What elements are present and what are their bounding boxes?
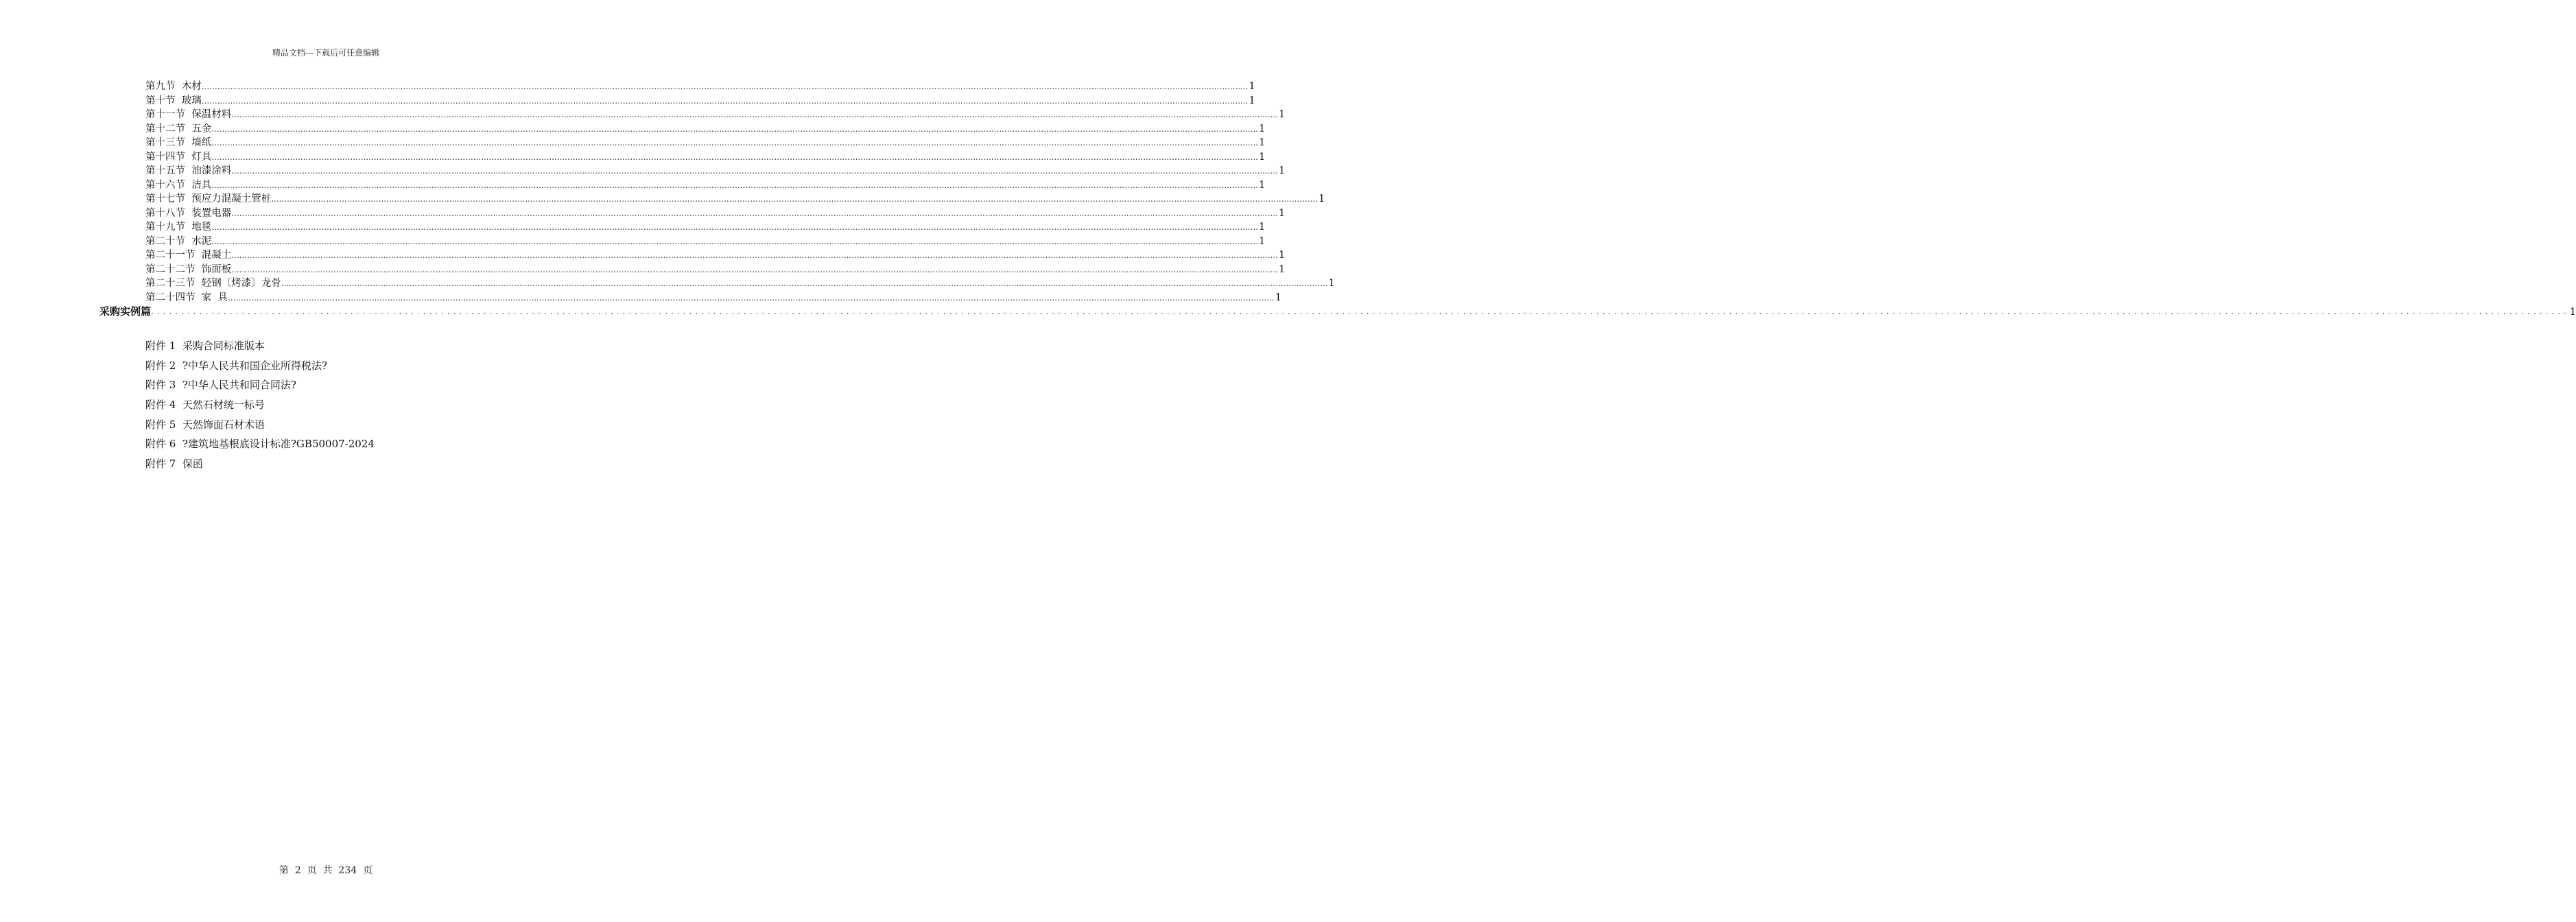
toc-entry[interactable] bbox=[145, 220, 1266, 235]
toc-entry[interactable] bbox=[145, 80, 1255, 94]
toc-entry-title: 第十六节 洁具 bbox=[145, 179, 212, 191]
toc-entry-page: 1 bbox=[1279, 109, 1286, 120]
toc-entry[interactable] bbox=[145, 192, 1325, 206]
toc-entry[interactable] bbox=[145, 136, 1266, 150]
toc-entry[interactable] bbox=[145, 206, 1286, 221]
page-header: 精品文档---下载后可任意编辑 bbox=[272, 48, 380, 58]
annex-item[interactable]: 附件 5 天然饰面石材术语 bbox=[145, 418, 265, 431]
toc-entry-page: 1 bbox=[1249, 81, 1255, 92]
toc-leader-dots: ................................................................................................................................................................................................................................................................................................................................................................................................................ bbox=[201, 82, 1249, 91]
toc-entry-page: 1 bbox=[1259, 123, 1266, 134]
page-footer: 第 2 页 共 234 页 bbox=[279, 865, 373, 876]
toc-entry-page: 1 bbox=[1319, 193, 1325, 204]
toc-entry-title: 第二十四节 家 具 bbox=[145, 292, 228, 303]
toc-leader-dots: ................................................................................................................................................................................................................................................................................................................................................................................................................ bbox=[201, 95, 1249, 106]
toc-entry[interactable] bbox=[145, 150, 1266, 165]
toc-entry-page: 1 bbox=[1279, 207, 1286, 219]
toc-leader-dots: ................................................................................................................................................................................................................................................................................................................................................................................................................ bbox=[281, 279, 1328, 288]
toc-leader-dots: ................................................................................................................................................................................................................................................................................................................................................................................................................ bbox=[211, 236, 1258, 246]
toc-entry-page: 1 bbox=[1275, 292, 1281, 303]
toc-entry-title: 第十五节 油漆涂料 bbox=[145, 165, 232, 176]
toc-part-title: 采购实例篇 bbox=[99, 305, 152, 318]
toc-entry[interactable] bbox=[145, 235, 1266, 249]
toc-entry-title: 第十二节 五金 bbox=[145, 123, 212, 134]
toc-leader-dots: ................................................................................................................................................................................................................................................................................................................................................................................................................ bbox=[211, 152, 1258, 162]
toc-entry[interactable] bbox=[145, 178, 1266, 193]
toc-leader-dots: ................................................................................................................................................................................................................................................................................................................................................................................................................ bbox=[227, 292, 1275, 303]
toc-entry-title: 第十四节 灯具 bbox=[145, 151, 212, 163]
toc-entry-page: 1 bbox=[1259, 179, 1266, 191]
toc-entry-title: 第二十二节 饰面板 bbox=[145, 263, 232, 275]
toc-entry[interactable] bbox=[145, 122, 1266, 137]
toc-leader-dots: ................................................................................................................................................................................................................................................................................................................................................................................................................ bbox=[271, 194, 1318, 204]
toc-entry-page: 1 bbox=[1259, 235, 1266, 247]
toc-entry-title: 第二十三节 轻钢〔烤漆〕龙骨 bbox=[145, 278, 281, 289]
toc-part-page: 1 bbox=[2569, 305, 2576, 318]
annex-item[interactable]: 附件 2 ?中华人民共和国企业所得税法? bbox=[145, 359, 327, 372]
annex-item[interactable]: 附件 6 ?建筑地基根底设计标准?GB50007-2024 bbox=[145, 438, 375, 451]
toc-leader-dots: ................................................................................................................................................................................................................................................................................................................................................................................................................ bbox=[231, 250, 1278, 260]
toc-entry-title: 第二十一节 混凝土 bbox=[145, 250, 232, 261]
toc-entry[interactable] bbox=[145, 108, 1286, 122]
table-of-contents bbox=[145, 80, 1335, 305]
annex-list bbox=[145, 336, 557, 474]
toc-entry[interactable] bbox=[145, 291, 1281, 305]
toc-entry[interactable] bbox=[145, 263, 1286, 277]
toc-leader-dots: ................................................................................................................................................................................................................................................................................................................................................................................................................ bbox=[211, 123, 1258, 134]
toc-entry[interactable] bbox=[145, 248, 1286, 263]
toc-entry-title: 第九节 木材 bbox=[145, 81, 202, 92]
toc-entry[interactable] bbox=[145, 276, 1335, 291]
toc-entry[interactable] bbox=[145, 94, 1255, 108]
toc-entry-title: 第十八节 装置电器 bbox=[145, 207, 232, 219]
toc-entry-title: 第十节 玻璃 bbox=[145, 95, 202, 106]
toc-entry-title: 第十九节 地毯 bbox=[145, 222, 212, 233]
toc-leader-dots: ................................................................................................................................................................................................................................................................................................................................................................................................................ bbox=[211, 138, 1258, 147]
toc-leader-dots: ................................................................................................................................................................................................................................................................................................................................................................................................................ bbox=[231, 264, 1278, 274]
toc-entry[interactable] bbox=[145, 164, 1286, 178]
toc-entry-title: 第十三节 墙纸 bbox=[145, 137, 212, 148]
toc-entry-title: 第二十节 水泥 bbox=[145, 235, 212, 247]
toc-leader-dots: ................................................................................................................................................................................................................................................................................................................................................................................................................ bbox=[211, 222, 1258, 232]
toc-leader-dots: ................................................................................................................................................................................................................................................................................................................................................................................................................ bbox=[211, 180, 1258, 190]
toc-entry-page: 1 bbox=[1279, 165, 1286, 176]
toc-leader-dots: ................................................................................................................................................................................................................................................................................................................................................................................................................ bbox=[231, 208, 1278, 218]
toc-entry-title: 第十七节 预应力混凝土管桩 bbox=[145, 193, 272, 204]
annex-item[interactable]: 附件 7 保函 bbox=[145, 458, 203, 471]
toc-leader-dots: ................................................................................................................................................................................................................................................................................................................................................................................................................ bbox=[231, 166, 1278, 176]
toc-entry-page: 1 bbox=[1249, 95, 1255, 106]
toc-entry-page: 1 bbox=[1259, 137, 1266, 148]
toc-entry-page: 1 bbox=[1279, 250, 1286, 261]
toc-entry-page: 1 bbox=[1279, 263, 1286, 275]
toc-leader-dots: ................................................................................................................................................................................................................................................................................................................................................................................................................ bbox=[231, 110, 1278, 119]
toc-leader-dots: ................................................................................................................................................................................................................................................................................................................................................................................................................ bbox=[151, 307, 2570, 316]
annex-item[interactable]: 附件 1 采购合同标准版本 bbox=[145, 340, 265, 352]
toc-part-entry[interactable] bbox=[99, 305, 2576, 319]
toc-entry-page: 1 bbox=[1259, 222, 1266, 233]
toc-entry-title: 第十一节 保温材料 bbox=[145, 109, 232, 120]
toc-entry-page: 1 bbox=[1259, 151, 1266, 163]
annex-item[interactable]: 附件 3 ?中华人民共和同合同法? bbox=[145, 379, 296, 392]
annex-item[interactable]: 附件 4 天然石材统一标号 bbox=[145, 399, 265, 412]
toc-entry-page: 1 bbox=[1328, 278, 1335, 289]
